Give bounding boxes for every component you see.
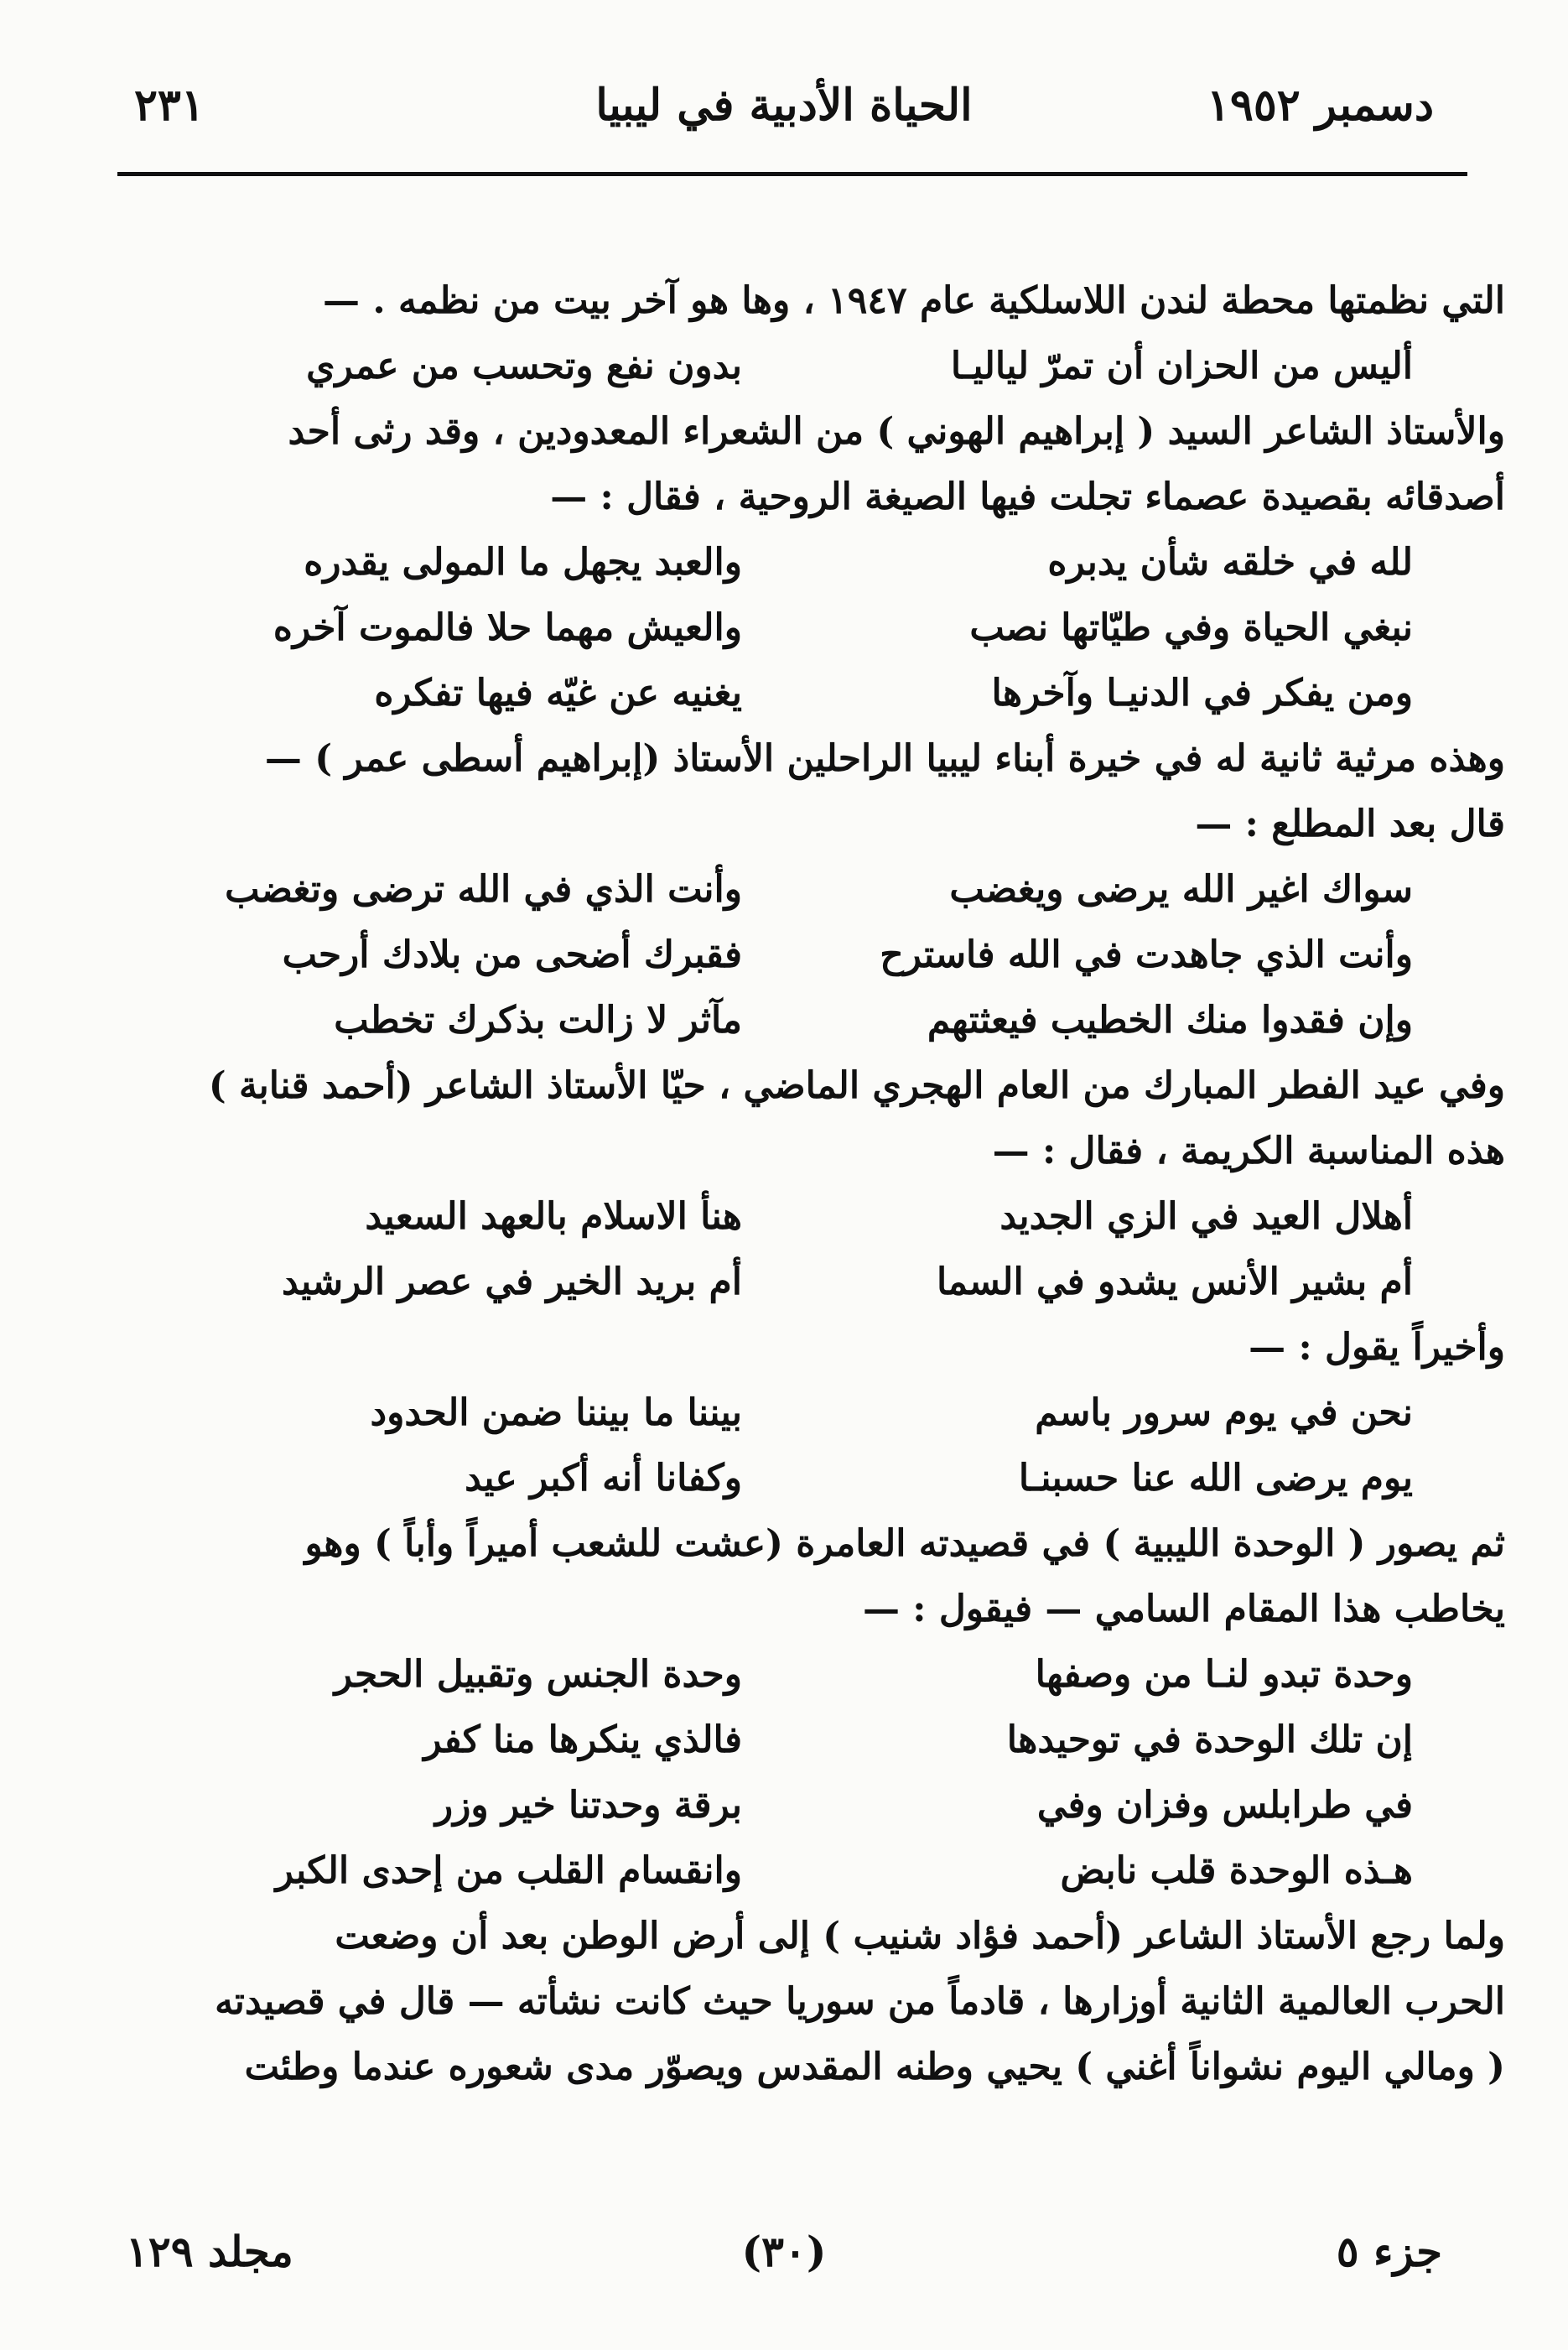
verse-first-hemistich: لله في خلقه شأن يدبره [1047, 541, 1413, 584]
verse-first-hemistich: وأنت الذي جاهدت في الله فاسترح [880, 933, 1413, 976]
verse-line [63, 857, 1505, 923]
verse-first-hemistich: وإن فقدوا منك الخطيب فيعثتهم [927, 999, 1413, 1042]
verse-second-hemistich: فقبرك أضحى من بلادك أرحب [282, 933, 742, 976]
prose-line: ثم يصور ( الوحدة الليبية ) في قصيدته العامرة (عشت للشعب أميراً وأباً ) وهو [304, 1522, 1505, 1565]
verse-line [63, 661, 1505, 726]
verse-first-hemistich: ومن يفكر في الدنيـا وآخرها [991, 672, 1413, 715]
prose-line: ولما رجع الأستاذ الشاعر (أحمد فؤاد شنيب ) إلى أرض الوطن بعد أن وضعت [335, 1915, 1505, 1957]
prose-line: وهذه مرثية ثانية له في خيرة أبناء ليبيا الراحلين الأستاذ (إبراهيم أسطى عمر ) — [264, 737, 1505, 780]
prose-line: قال بعد المطلع : — [1195, 803, 1505, 845]
verse-second-hemistich: والعبد يجهل ما المولى يقدره [304, 541, 742, 584]
verse-second-hemistich: أم بريد الخير في عصر الرشيد [281, 1261, 742, 1303]
verse-second-hemistich: وحدة الجنس وتقبيل الحجر [334, 1653, 742, 1696]
page-footer [117, 2227, 1451, 2294]
article-body [63, 268, 1505, 2100]
running-header [117, 71, 1451, 164]
verse-second-hemistich: مآثر لا زالت بذكرك تخطب [334, 999, 742, 1042]
verse-first-hemistich: إن تلك الوحدة في توحيدها [1006, 1718, 1413, 1761]
verse-first-hemistich: أليس من الحزان أن تمرّ لياليـا [950, 345, 1413, 387]
prose-line: يخاطب هذا المقام السامي — فيقول : — [862, 1588, 1505, 1630]
verse-line [63, 1838, 1505, 1904]
verse-second-hemistich: هنأ الاسلام بالعهد السعيد [365, 1195, 742, 1238]
verse-first-hemistich: هـذه الوحدة قلب نابض [1060, 1849, 1413, 1892]
verse-line [63, 923, 1505, 988]
part-label: جزء ٥ [1336, 2227, 1442, 2276]
verse-line [63, 1380, 1505, 1446]
verse-second-hemistich: بدون نفع وتحسب من عمري [306, 345, 742, 387]
verse-line [63, 1708, 1505, 1773]
verse-second-hemistich: والعيش مهما حلا فالموت آخره [273, 606, 742, 649]
verse-first-hemistich: نبغي الحياة وفي طيّاتها نصب [969, 606, 1413, 649]
verse-line [63, 1446, 1505, 1511]
verse-line [63, 530, 1505, 595]
verse-second-hemistich: وأنت الذي في الله ترضى وتغضب [225, 868, 742, 911]
verse-line [63, 334, 1505, 399]
verse-first-hemistich: يوم يرضى الله عنا حسبنـا [1018, 1457, 1413, 1500]
verse-line [63, 1250, 1505, 1315]
verse-first-hemistich: نحن في يوم سرور باسم [1035, 1391, 1413, 1434]
verse-first-hemistich: أهلال العيد في الزي الجديد [999, 1195, 1413, 1238]
issue-date: دسمبر ١٩٥٢ [1207, 80, 1434, 131]
verse-second-hemistich: بيننا ما بيننا ضمن الحدود [370, 1391, 742, 1434]
verse-second-hemistich: وكفانا أنه أكبر عيد [465, 1457, 742, 1500]
verse-second-hemistich: وانقسام القلب من إحدى الكبر [275, 1849, 742, 1892]
verse-first-hemistich: أم بشير الأنس يشدو في السما [936, 1261, 1413, 1303]
verse-line [63, 595, 1505, 661]
verse-second-hemistich: برقة وحدتنا خير وزر [434, 1784, 742, 1827]
prose-line: وأخيراً يقول : — [1249, 1326, 1505, 1369]
prose-line: وفي عيد الفطر المبارك من العام الهجري الماضي ، حيّا الأستاذ الشاعر (أحمد قنابة ) [208, 1064, 1505, 1107]
prose-line: والأستاذ الشاعر السيد ( إبراهيم الهوني ) من الشعراء المعدودين ، وقد رثى أحد [288, 410, 1505, 453]
verse-first-hemistich: وحدة تبدو لنـا من وصفها [1035, 1653, 1413, 1696]
verse-first-hemistich: سواك اغير الله يرضى ويغضب [949, 868, 1413, 911]
prose-line: التي نظمتها محطة لندن اللاسلكية عام ١٩٤٧ ، وها هو آخر بيت من نظمه . — [323, 279, 1505, 322]
prose-line: ( ومالي اليوم نشواناً أغني ) يحيي وطنه المقدس ويصوّر مدى شعوره عندما وطئت [244, 2046, 1505, 2088]
prose-line: أصدقائه بقصيدة عصماء تجلت فيها الصيغة الروحية ، فقال : — [550, 476, 1505, 518]
verse-line [63, 1642, 1505, 1708]
running-title: الحياة الأدبية في ليبيا [595, 80, 973, 131]
issue-number: (٣٠) [741, 2227, 827, 2276]
verse-second-hemistich: فالذي ينكرها منا كفر [423, 1718, 742, 1761]
verse-first-hemistich: في طرابلس وفزان وفي [1036, 1784, 1413, 1827]
volume-label: مجلد ١٢٩ [126, 2227, 293, 2276]
prose-line: الحرب العالمية الثانية أوزارها ، قادماً من سوريا حيث كانت نشأته — قال في قصيدته [215, 1980, 1505, 2023]
prose-line: هذه المناسبة الكريمة ، فقال : — [992, 1130, 1505, 1172]
header-rule [117, 172, 1467, 176]
verse-line [63, 988, 1505, 1053]
verse-line [63, 1773, 1505, 1838]
verse-second-hemistich: يغنيه عن غيّه فيها تفكره [374, 672, 742, 715]
page-number: ٢٣١ [134, 80, 205, 131]
verse-line [63, 1184, 1505, 1250]
